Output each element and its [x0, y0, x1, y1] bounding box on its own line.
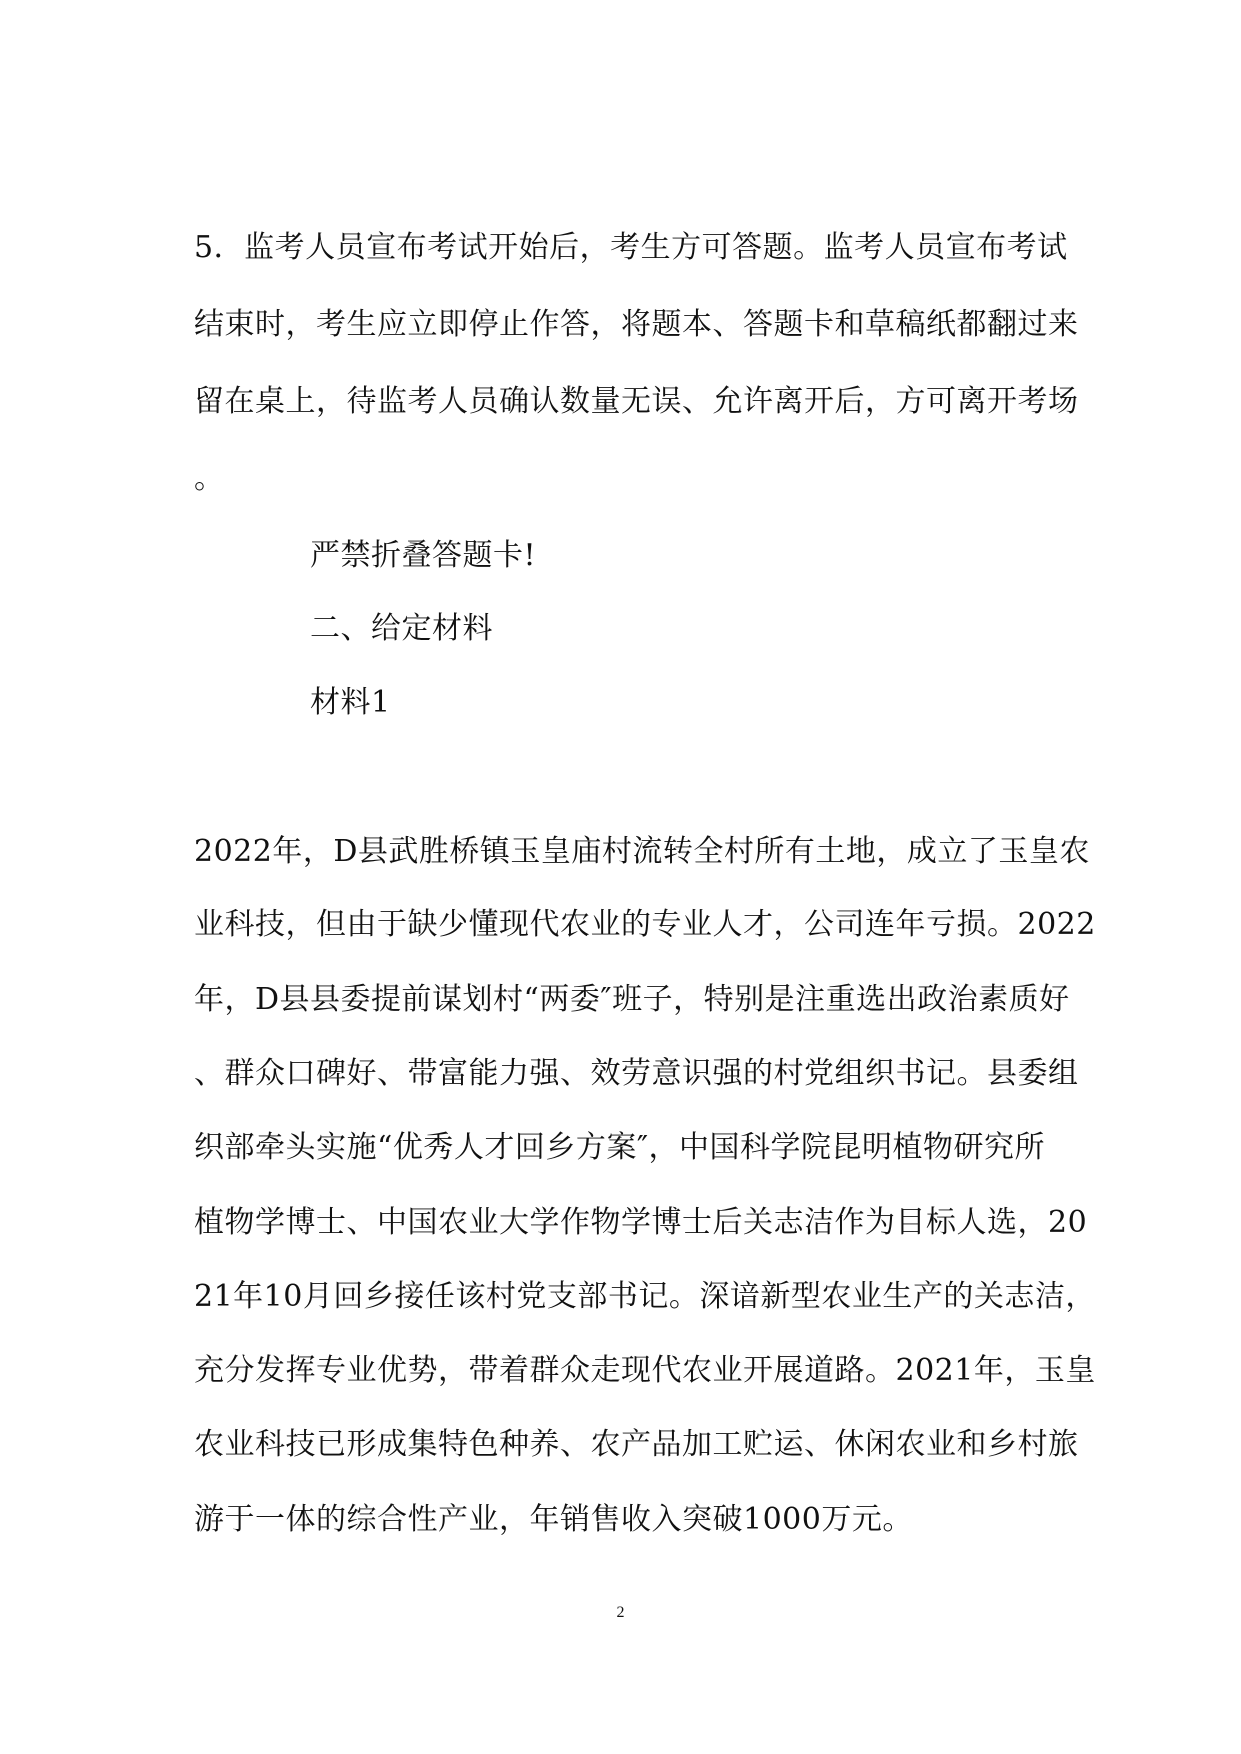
material-line-4: 、群众口碑好、带富能力强、效劳意识强的村党组织书记。县委组 [194, 1056, 1079, 1091]
exam-rule-line-4: 。 [194, 461, 225, 496]
notice-text: 严禁折叠答题卡! [310, 538, 537, 573]
section-heading: 二、给定材料 [310, 611, 493, 646]
material-line-1: 2022年，D县武胜桥镇玉皇庙村流转全村所有土地，成立了玉皇农 [194, 834, 1090, 869]
material-heading: 材料1 [310, 685, 391, 720]
material-line-10: 游于一体的综合性产业，年销售收入突破1000万元。 [194, 1502, 913, 1537]
exam-rule-line-3: 留在桌上，待监考人员确认数量无误、允许离开后，方可离开考场 [194, 384, 1079, 419]
material-line-6: 植物学博士、中国农业大学作物学博士后关志洁作为目标人选，20 [194, 1205, 1088, 1240]
material-line-8: 充分发挥专业优势，带着群众走现代农业开展道路。2021年，玉皇 [194, 1353, 1096, 1388]
material-line-3: 年，D县县委提前谋划村“两委″班子，特别是注重选出政治素质好 [194, 982, 1070, 1017]
material-line-9: 农业科技已形成集特色种养、农产品加工贮运、休闲农业和乡村旅 [194, 1427, 1079, 1462]
page-number: 2 [616, 1604, 625, 1621]
material-line-7: 21年10月回乡接任该村党支部书记。深谙新型农业生产的关志洁， [194, 1279, 1096, 1314]
material-line-2: 业科技，但由于缺少懂现代农业的专业人才，公司连年亏损。2022 [194, 907, 1096, 942]
material-line-5: 织部牵头实施“优秀人才回乡方案″，中国科学院昆明植物研究所 [194, 1130, 1046, 1165]
exam-rule-line-1: 5．监考人员宣布考试开始后，考生方可答题。监考人员宣布考试 [194, 230, 1068, 265]
exam-rule-line-2: 结束时，考生应立即停止作答，将题本、答题卡和草稿纸都翻过来 [194, 307, 1079, 342]
